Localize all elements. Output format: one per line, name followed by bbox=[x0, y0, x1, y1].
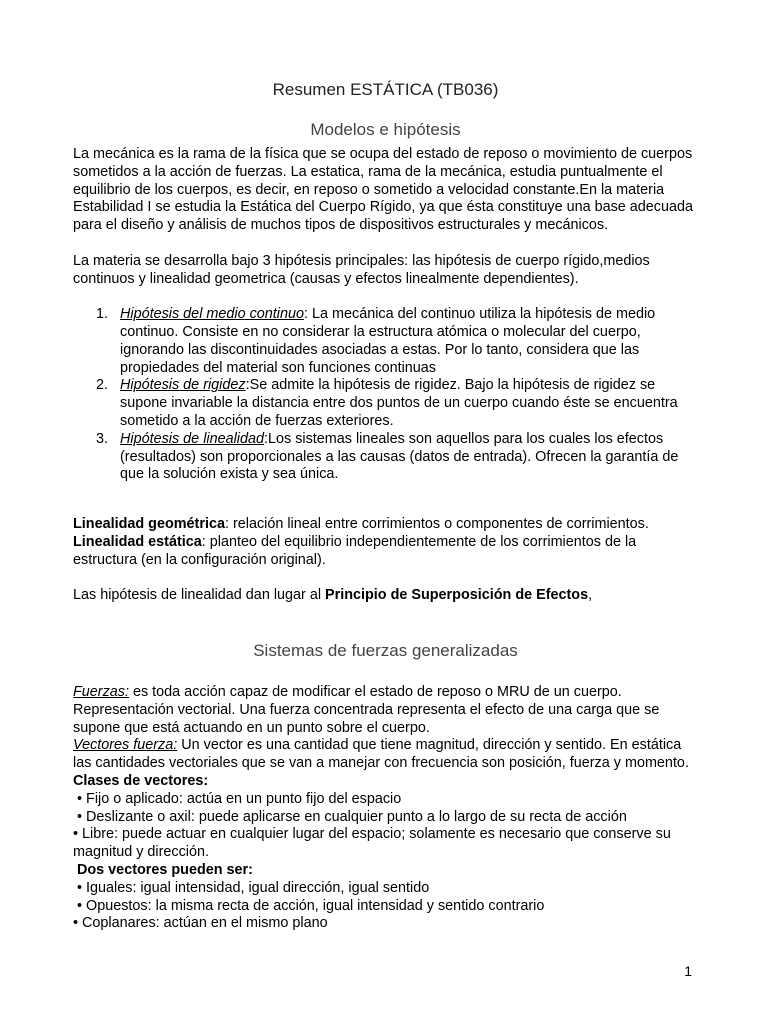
principle-text bbox=[73, 587, 698, 605]
section-heading-sistemas: Sistemas de fuerzas generalizadas bbox=[253, 641, 518, 660]
section-sistemas-body bbox=[73, 684, 698, 933]
hypothesis-term: Hipótesis de linealidad bbox=[120, 430, 264, 447]
definition-text: : relación lineal entre corrimientos o componentes de corrimientos. bbox=[224, 516, 649, 532]
hypothesis-term: Hipótesis de rigidez bbox=[120, 377, 246, 394]
paragraph-hipotesis-intro: La materia se desarrolla bajo 3 hipótesis principales: las hipótesis de cuerpo rígido,medios continuos y linealidad geometrica (causas y efectos linealmente dependientes). bbox=[73, 252, 650, 287]
hypotheses-list bbox=[73, 306, 698, 484]
section-heading-modelos: Modelos e hipótesis bbox=[310, 120, 461, 139]
page-number: 1 bbox=[684, 963, 692, 979]
principle-paragraph bbox=[73, 587, 698, 605]
linealidad-estatica bbox=[73, 534, 698, 570]
list-item: • Coplanares: actúan en el mismo plano bbox=[73, 915, 328, 932]
linealidad-geometrica bbox=[73, 516, 698, 534]
paragraph-fuerzas bbox=[73, 684, 698, 737]
principle-term: Principio de Superposición de Efectos bbox=[325, 587, 589, 603]
list-item: • Iguales: igual intensidad, igual dirección, igual sentido bbox=[73, 879, 430, 896]
list-item: • Fijo o aplicado: actúa en un punto fijo del espacio bbox=[73, 790, 402, 807]
vectores-text: Un vector es una cantidad que tiene magnitud, dirección y sentido. En estática las cantidades vectoriales que se van a manejar con frecuencia son posición, fuerza y momento. bbox=[73, 737, 689, 772]
hypothesis-text: : La mecánica del continuo utiliza la hipótesis de medio continuo. Consiste en no considerar la estructura atómica o molecular del cuerpo, ignorando las discontinuidades asociadas a estas. Por lo tanto, considera que las propiedades del material son funciones continuas bbox=[120, 306, 656, 376]
term-fuerzas: Fuerzas: bbox=[73, 684, 129, 700]
section-modelos-body bbox=[73, 146, 698, 484]
hypothesis-item bbox=[73, 306, 698, 377]
list-number: 2. bbox=[96, 377, 109, 394]
linearity-definitions bbox=[73, 516, 698, 569]
dos-vectores-heading: Dos vectores pueden ser: bbox=[73, 861, 253, 878]
term-linealidad-estatica: Linealidad estática bbox=[73, 533, 202, 550]
term-vectores-fuerza: Vectores fuerza: bbox=[73, 737, 178, 754]
principle-post: , bbox=[588, 587, 593, 603]
paragraph-vectores bbox=[73, 737, 698, 773]
definition-text: : planteo del equilibrio independientemente de los corrimientos de la estructura (en la configuración original). bbox=[73, 533, 637, 568]
list-number: 3. bbox=[96, 430, 109, 447]
paragraph-mecanica: La mecánica es la rama de la física que se ocupa del estado de reposo o movimiento de cuerpos sometidos a la acción de fuerzas. La estatica, rama de la mecánica, estudia puntualmente el equilibrio de los cuerpos, es decir, en reposo o sometido a velocidad constante.En la materia Estabilidad I se estudia la Estática del Cuerpo Rígido, ya que ésta constituye una base adecuada para el diseño y análisis de muchos tipos de dispositivos estructurales y mecánicos. bbox=[73, 146, 693, 234]
fuerzas-text: es toda acción capaz de modificar el estado de reposo o MRU de un cuerpo. Representación vectorial. Una fuerza concentrada representa el efecto de una carga que se supone que está actuando en un punto sobre el cuerpo. bbox=[73, 684, 660, 736]
list-item: • Deslizante o axil: puede aplicarse en cualquier punto a lo largo de su recta de acción bbox=[73, 808, 627, 825]
clases-heading: Clases de vectores: bbox=[73, 772, 209, 789]
hypothesis-item bbox=[73, 431, 698, 484]
hypothesis-text: :Se admite la hipótesis de rigidez. Bajo la hipótesis de rigidez se supone invariable la distancia entre dos puntos de un cuerpo cuando éste se encuentra sometido a la acción de fuerzas exteriores. bbox=[120, 377, 678, 429]
list-item: • Libre: puede actuar en cualquier lugar del espacio; solamente es necesario que conserve su magnitud y dirección. bbox=[73, 826, 671, 861]
hypothesis-term: Hipótesis del medio continuo bbox=[120, 306, 304, 323]
term-linealidad-geometrica: Linealidad geométrica bbox=[73, 516, 225, 532]
hypothesis-text: :Los sistemas lineales son aquellos para los cuales los efectos (resultados) son proporcionales a las causas (datos de entrada). Ofrecen la garantía de que la solución exista y sea única. bbox=[120, 430, 679, 483]
list-item: • Opuestos: la misma recta de acción, igual intensidad y sentido contrario bbox=[73, 897, 545, 914]
principle-pre: Las hipótesis de linealidad dan lugar al bbox=[73, 587, 326, 603]
hypothesis-item bbox=[73, 377, 698, 430]
document-title: Resumen ESTÁTICA (TB036) bbox=[272, 80, 499, 99]
list-number: 1. bbox=[96, 306, 109, 323]
